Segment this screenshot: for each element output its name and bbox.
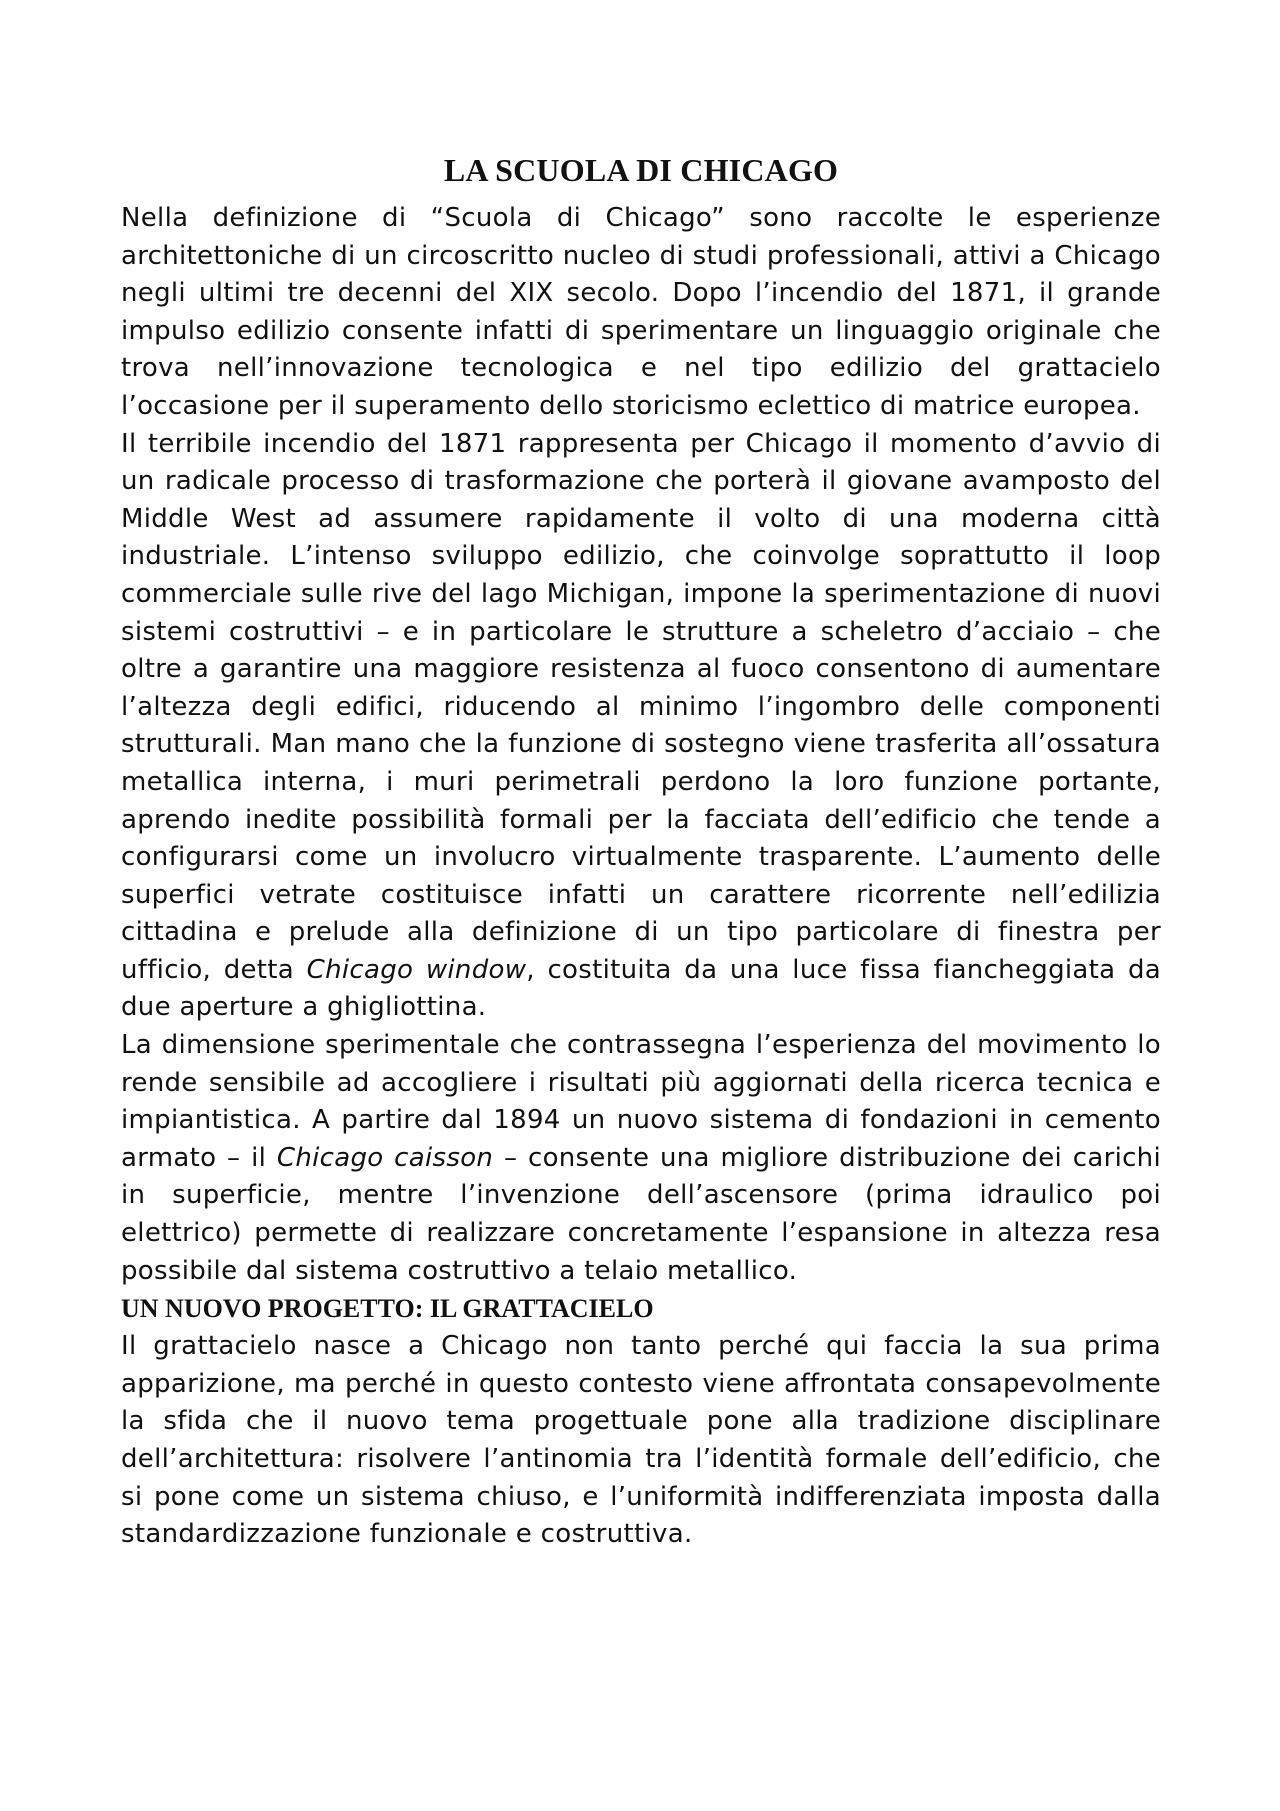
paragraph-fire-text-end: , costituita da una luce fissa fiancheggiata da due aperture a ghigliottina. <box>121 954 1161 1023</box>
section-subheading: UN NUOVO PROGETTO: IL GRATTACIELO <box>121 1294 654 1324</box>
paragraph-fire-text-start: Il terribile incendio del 1871 rappresenta per Chicago il momento d’avvio di un radicale processo di trasformazione che porterà il giovane avamposto del Middle West ad assumere rapidamente il volto di una moderna città industriale. L’intenso sviluppo edilizio, che coinvolge soprattutto il loop commerciale sulle rive del lago Michigan, impone la sperimentazione di nuovi sistemi costruttivi – e in particolare le strutture a scheletro d’acciaio – che oltre a garantire una maggiore resistenza al fuoco consentono di aumentare l’altezza degli edifici, riducendo al minimo l’ingombro delle componenti strutturali. Man mano che la funzione di sostegno viene trasferita all’ossatura metallica interna, i muri perimetrali perdono la loro funzione portante, aprendo inedite possibilità formali per la facciata dell’edificio che tende a configurarsi come un involucro virtualmente trasparente. L’aumento delle superfici vetrate costituisce infatti un carattere ricorrente nell’edilizia cittadina e prelude alla definizione di un tipo particolare di finestra per ufficio, detta <box>121 428 1161 985</box>
chicago-window-term: Chicago window <box>306 954 527 985</box>
paragraph-intro: Nella definizione di “Scuola di Chicago” sono raccolte le esperienze architettoniche di un circoscritto nucleo di studi professionali, attivi a Chicago negli ultimi tre decenni del XIX secolo. Dopo l’incendio del 1871, il grande impulso edilizio consente infatti di sperimentare un linguaggio originale che trova nell’innovazione tecnologica e nel tipo edilizio del grattacielo l’occasione per il superamento dello storicismo eclettico di matrice europea. <box>121 203 1161 421</box>
paragraph-experimental-text-start: La dimensione sperimentale che contrassegna l’esperienza del movimento lo rende sensibile ad accogliere i risultati più aggiornati della ricerca tecnica e impiantistica. A partire dal 1894 un nuovo sistema di fondazioni in cemento armato – il <box>121 1030 1161 1173</box>
document-body <box>121 150 1161 1554</box>
paragraph-experimental-text-end: – consente una migliore distribuzione dei carichi in superficie, mentre l’invenzione dell’ascensore (prima idraulico poi elettrico) permette di realizzare concretamente l’espansione in altezza resa possibile dal sistema costruttivo a telaio metallico. <box>121 1142 1161 1286</box>
document-title: LA SCUOLA DI CHICAGO <box>443 152 839 188</box>
paragraph-skyscraper: Il grattacielo nasce a Chicago non tanto perché qui faccia la sua prima apparizione, ma perché in questo contesto viene affrontata consapevolmente la sfida che il nuovo tema progettuale pone alla tradizione disciplinare dell’architettura: risolvere l’antinomia tra l’identità formale dell’edificio, che si pone come un sistema chiuso, e l’uniformità indifferenziata imposta dalla standardizzazione funzionale e costruttiva. <box>121 1331 1161 1550</box>
chicago-caisson-term: Chicago caisson <box>276 1142 494 1173</box>
paragraph-experimental <box>121 1027 1161 1290</box>
paragraph-fire-1871 <box>121 426 1161 1028</box>
